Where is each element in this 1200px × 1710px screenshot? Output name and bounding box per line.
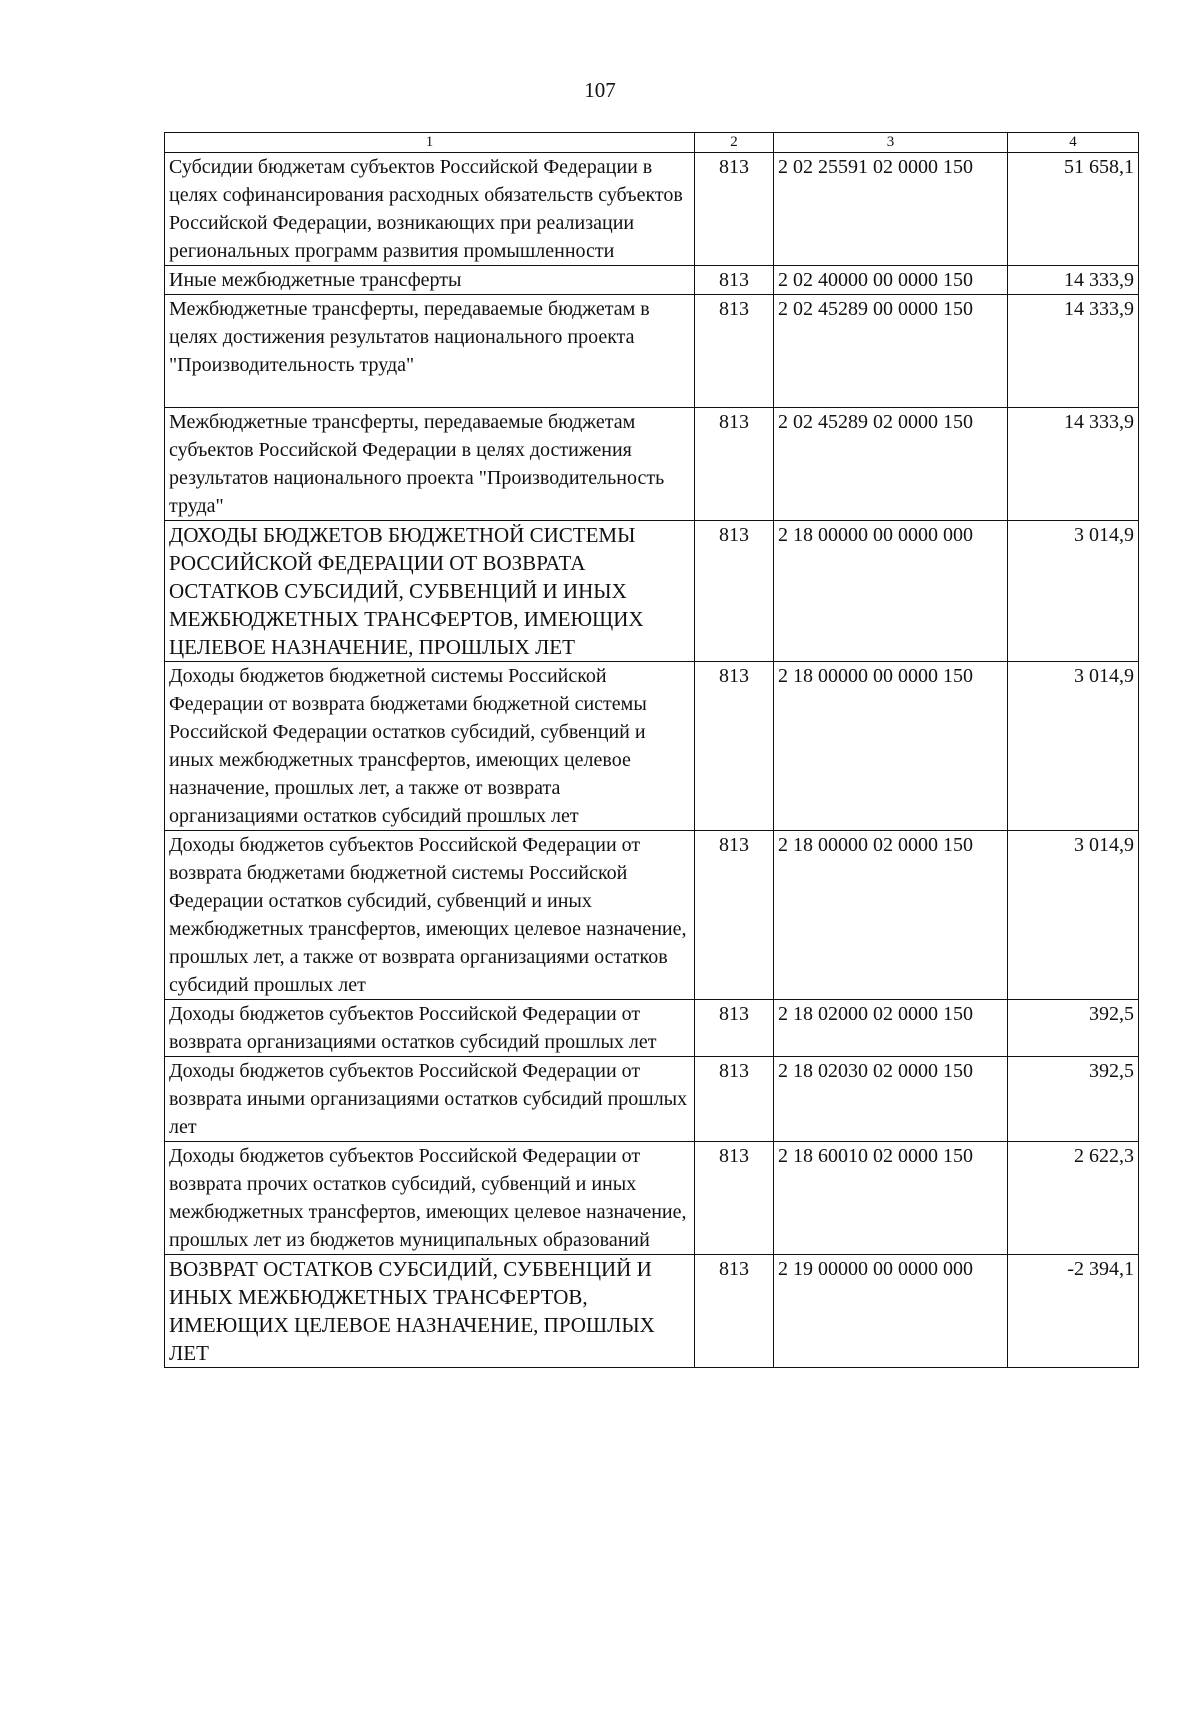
amount: 14 333,9: [1008, 408, 1139, 521]
budget-classification-code: 2 18 00000 00 0000 150: [774, 662, 1008, 831]
admin-code: 813: [695, 831, 774, 1000]
table-row: [165, 408, 1139, 521]
revenue-name: Иные межбюджетные трансферты: [165, 266, 695, 295]
column-header-2: 2: [695, 133, 774, 153]
budget-classification-code: 2 18 00000 00 0000 000: [774, 521, 1008, 662]
amount: -2 394,1: [1008, 1255, 1139, 1368]
table-header-row: [165, 133, 1139, 153]
amount: 14 333,9: [1008, 266, 1139, 295]
page-number: 107: [584, 78, 616, 102]
admin-code: 813: [695, 521, 774, 662]
table-row: [165, 1255, 1139, 1368]
column-header-4: 4: [1008, 133, 1139, 153]
revenue-name: Доходы бюджетов субъектов Российской Федерации от возврата иными организациями остатков субсидий прошлых лет: [165, 1057, 695, 1142]
revenue-name: Доходы бюджетов субъектов Российской Федерации от возврата прочих остатков субсидий, субвенций и иных межбюджетных трансфертов, имеющих целевое назначение, прошлых лет из бюджетов муниципальных образований: [165, 1142, 695, 1255]
admin-code: 813: [695, 295, 774, 408]
table-row: [165, 1142, 1139, 1255]
budget-classification-code: 2 02 25591 02 0000 150: [774, 153, 1008, 266]
revenue-name: Доходы бюджетов субъектов Российской Федерации от возврата бюджетами бюджетной системы Российской Федерации остатков субсидий, субвенций и иных межбюджетных трансфертов, имеющих целевое назначение, прошлых лет, а также от возврата организациями остатков субсидий прошлых лет: [165, 831, 695, 1000]
admin-code: 813: [695, 662, 774, 831]
column-header-3: 3: [774, 133, 1008, 153]
table-row: [165, 1057, 1139, 1142]
table-row: [165, 295, 1139, 408]
revenue-name: Межбюджетные трансферты, передаваемые бюджетам субъектов Российской Федерации в целях достижения результатов национального проекта "Производительность труда": [165, 408, 695, 521]
admin-code: 813: [695, 153, 774, 266]
amount: 3 014,9: [1008, 521, 1139, 662]
budget-classification-code: 2 18 02030 02 0000 150: [774, 1057, 1008, 1142]
revenue-name: Доходы бюджетов субъектов Российской Федерации от возврата организациями остатков субсидий прошлых лет: [165, 1000, 695, 1057]
table-row: [165, 153, 1139, 266]
revenue-name: ДОХОДЫ БЮДЖЕТОВ БЮДЖЕТНОЙ СИСТЕМЫ РОССИЙСКОЙ ФЕДЕРАЦИИ ОТ ВОЗВРАТА ОСТАТКОВ СУБСИДИЙ, СУБВЕНЦИЙ И ИНЫХ МЕЖБЮДЖЕТНЫХ ТРАНСФЕРТОВ, ИМЕЮЩИХ ЦЕЛЕВОЕ НАЗНАЧЕНИЕ, ПРОШЛЫХ ЛЕТ: [165, 521, 695, 662]
budget-classification-code: 2 02 45289 02 0000 150: [774, 408, 1008, 521]
amount: 392,5: [1008, 1057, 1139, 1142]
revenue-name: ВОЗВРАТ ОСТАТКОВ СУБСИДИЙ, СУБВЕНЦИЙ И ИНЫХ МЕЖБЮДЖЕТНЫХ ТРАНСФЕРТОВ, ИМЕЮЩИХ ЦЕЛЕВОЕ НАЗНАЧЕНИЕ, ПРОШЛЫХ ЛЕТ: [165, 1255, 695, 1368]
admin-code: 813: [695, 408, 774, 521]
amount: 3 014,9: [1008, 662, 1139, 831]
admin-code: 813: [695, 266, 774, 295]
budget-classification-code: 2 18 02000 02 0000 150: [774, 1000, 1008, 1057]
admin-code: 813: [695, 1057, 774, 1142]
table-row: [165, 831, 1139, 1000]
table-row: [165, 1000, 1139, 1057]
budget-classification-code: 2 19 00000 00 0000 000: [774, 1255, 1008, 1368]
budget-classification-code: 2 18 60010 02 0000 150: [774, 1142, 1008, 1255]
budget-revenue-table: [164, 132, 1139, 1368]
amount: 51 658,1: [1008, 153, 1139, 266]
column-header-1: 1: [165, 133, 695, 153]
revenue-name: Субсидии бюджетам субъектов Российской Федерации в целях софинансирования расходных обязательств субъектов Российской Федерации, возникающих при реализации региональных программ развития промышленности: [165, 153, 695, 266]
admin-code: 813: [695, 1255, 774, 1368]
table-row: [165, 521, 1139, 662]
amount: 3 014,9: [1008, 831, 1139, 1000]
budget-classification-code: 2 18 00000 02 0000 150: [774, 831, 1008, 1000]
budget-classification-code: 2 02 40000 00 0000 150: [774, 266, 1008, 295]
admin-code: 813: [695, 1142, 774, 1255]
table-row: [165, 662, 1139, 831]
budget-classification-code: 2 02 45289 00 0000 150: [774, 295, 1008, 408]
revenue-name: Межбюджетные трансферты, передаваемые бюджетам в целях достижения результатов национального проекта "Производительность труда": [165, 295, 695, 408]
amount: 2 622,3: [1008, 1142, 1139, 1255]
admin-code: 813: [695, 1000, 774, 1057]
amount: 392,5: [1008, 1000, 1139, 1057]
table-row: [165, 266, 1139, 295]
amount: 14 333,9: [1008, 295, 1139, 408]
revenue-name: Доходы бюджетов бюджетной системы Российской Федерации от возврата бюджетами бюджетной системы Российской Федерации остатков субсидий, субвенций и иных межбюджетных трансфертов, имеющих целевое назначение, прошлых лет, а также от возврата организациями остатков субсидий прошлых лет: [165, 662, 695, 831]
